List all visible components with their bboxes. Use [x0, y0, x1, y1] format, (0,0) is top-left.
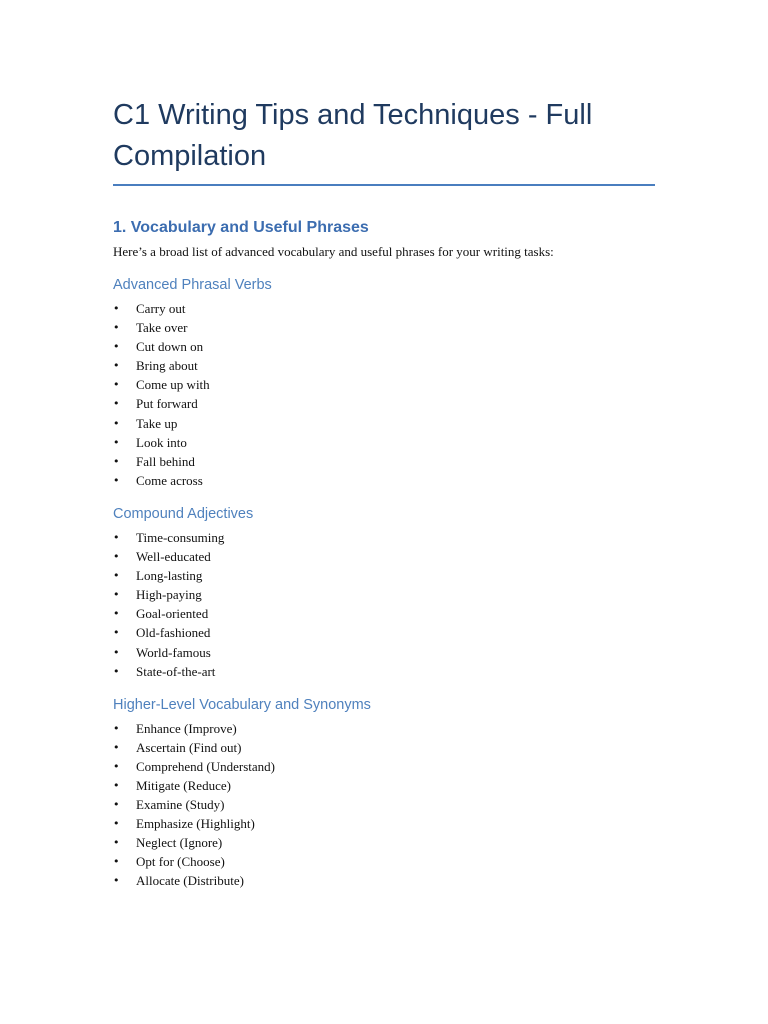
list-item — [113, 375, 655, 394]
bullet-list — [113, 299, 655, 490]
list-item-text: Ascertain (Find out) — [136, 739, 242, 755]
list-item-text: Old-fashioned — [136, 625, 211, 641]
document-page — [113, 0, 655, 891]
list-item-text: Cut down on — [136, 339, 204, 355]
bullet-icon: • — [113, 302, 120, 315]
list-item-text: High-paying — [136, 587, 202, 603]
list-item-text: Come up with — [136, 377, 210, 393]
list-item-text: Take over — [136, 320, 188, 336]
list-item-text: Fall behind — [136, 453, 195, 469]
list-item — [113, 566, 655, 585]
bullet-icon: • — [113, 321, 120, 335]
list-item — [113, 852, 655, 871]
bullet-icon: • — [113, 550, 120, 564]
list-item — [113, 662, 655, 681]
list-item — [113, 299, 655, 318]
list-item — [113, 414, 655, 433]
list-item-text: Long-lasting — [136, 568, 203, 584]
list-item — [113, 833, 655, 852]
bullet-list — [113, 719, 655, 891]
list-item-text: Time-consuming — [136, 529, 225, 545]
bullet-icon: • — [113, 645, 120, 659]
bullet-icon: • — [113, 397, 120, 411]
list-item — [113, 623, 655, 642]
list-item-text: Allocate (Distribute) — [136, 873, 244, 889]
list-item-text: Well-educated — [136, 549, 211, 565]
list-item — [113, 528, 655, 547]
bullet-icon: • — [113, 740, 120, 754]
bullet-icon: • — [113, 874, 120, 888]
section-intro: Here’s a broad list of advanced vocabulary and useful phrases for your writing tasks: — [113, 244, 554, 259]
subsection-heading: Compound Adjectives — [113, 505, 254, 522]
subsection-higher-level-vocabulary — [113, 695, 655, 891]
list-item — [113, 738, 655, 757]
bullet-icon: • — [113, 855, 120, 869]
list-item — [113, 719, 655, 738]
subsection-compound-adjectives — [113, 504, 655, 681]
bullet-icon: • — [113, 435, 120, 449]
list-item — [113, 547, 655, 566]
list-item — [113, 871, 655, 890]
list-item-text: Look into — [136, 434, 187, 450]
list-item-text: Goal-oriented — [136, 606, 209, 622]
list-item-text: Put forward — [136, 396, 198, 412]
list-item — [113, 814, 655, 833]
bullet-icon: • — [113, 664, 120, 678]
list-item-text: Emphasize (Highlight) — [136, 816, 255, 832]
subsection-heading: Higher-Level Vocabulary and Synonyms — [113, 696, 371, 713]
bullet-icon: • — [113, 626, 120, 640]
bullet-icon: • — [113, 798, 120, 812]
list-item — [113, 585, 655, 604]
list-item — [113, 394, 655, 413]
list-item-text: Take up — [136, 415, 178, 431]
subsection-phrasal-verbs — [113, 275, 655, 490]
list-item — [113, 452, 655, 471]
list-item-text: Comprehend (Understand) — [136, 758, 275, 774]
list-item-text: Mitigate (Reduce) — [136, 777, 231, 793]
list-item — [113, 318, 655, 337]
list-item-text: Enhance (Improve) — [136, 720, 237, 736]
list-item-text: Neglect (Ignore) — [136, 835, 223, 851]
bullet-list — [113, 528, 655, 681]
title-underline — [113, 184, 655, 186]
bullet-icon: • — [113, 569, 120, 583]
list-item — [113, 757, 655, 776]
list-item-text: Examine (Study) — [136, 797, 225, 813]
bullet-icon: • — [113, 530, 120, 544]
list-item-text: Bring about — [136, 358, 198, 374]
list-item — [113, 471, 655, 490]
list-item-text: Carry out — [136, 301, 186, 316]
bullet-icon: • — [113, 759, 120, 773]
bullet-icon: • — [113, 607, 120, 621]
list-item — [113, 795, 655, 814]
list-item — [113, 433, 655, 452]
list-item-text: World-famous — [136, 644, 211, 660]
list-item-text: Come across — [136, 472, 203, 488]
list-item — [113, 356, 655, 375]
bullet-icon: • — [113, 454, 120, 468]
bullet-icon: • — [113, 378, 120, 392]
bullet-icon: • — [113, 416, 120, 430]
bullet-icon: • — [113, 836, 120, 850]
bullet-icon: • — [113, 588, 120, 602]
document-title: C1 Writing Tips and Techniques - Full Compilation — [113, 99, 593, 172]
list-item — [113, 643, 655, 662]
section-heading: 1. Vocabulary and Useful Phrases — [113, 219, 369, 236]
list-item — [113, 604, 655, 623]
bullet-icon: • — [113, 778, 120, 792]
bullet-icon: • — [113, 340, 120, 354]
bullet-icon: • — [113, 817, 120, 831]
bullet-icon: • — [113, 721, 120, 735]
list-item — [113, 337, 655, 356]
bullet-icon: • — [113, 359, 120, 373]
bullet-icon: • — [113, 473, 120, 487]
subsection-heading: Advanced Phrasal Verbs — [113, 277, 272, 293]
list-item-text: Opt for (Choose) — [136, 854, 225, 870]
list-item-text: State-of-the-art — [136, 663, 216, 679]
list-item — [113, 776, 655, 795]
